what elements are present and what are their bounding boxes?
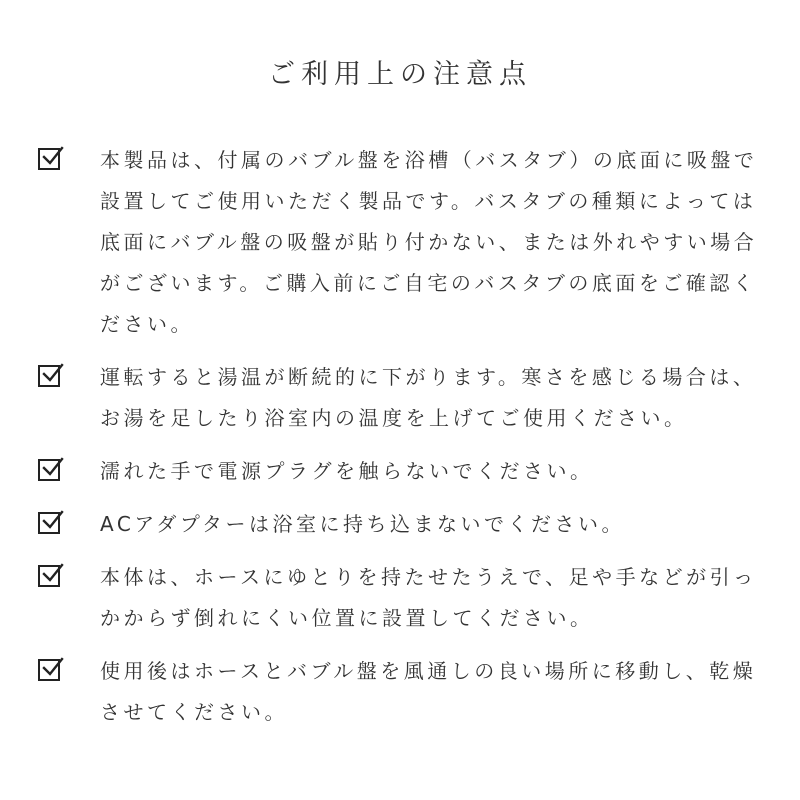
checkbox-checked-icon [38,459,60,481]
note-text: 運転すると湯温が断続的に下がります。寒さを感じる場合は、お湯を足したり浴室内の温度を上げてご使用ください。 [100,365,757,430]
list-item [36,651,776,733]
caution-list [36,140,776,745]
checkbox-checked-icon [38,659,60,681]
note-text: 本体は、ホースにゆとりを持たせたうえで、足や手などが引っかからず倒れにくい位置に設置してください。 [100,565,757,630]
list-item [36,140,776,345]
list-item [36,357,776,439]
note-text: ACアダプターは浴室に持ち込まないでください。 [100,512,625,536]
list-item [36,557,776,639]
note-text: 使用後はホースとバブル盤を風通しの良い場所に移動し、乾燥させてください。 [100,659,757,724]
list-item [36,451,776,492]
note-text: 本製品は、付属のバブル盤を浴槽（バスタブ）の底面に吸盤で設置してご使用いただく製品です。バスタブの種類によっては底面にバブル盤の吸盤が貼り付かない、または外れやすい場合がございます。ご購入前にご自宅のバスタブの底面をご確認ください。 [100,148,758,336]
page-title: ご利用上の注意点 [268,59,532,90]
checkbox-checked-icon [38,148,60,170]
checkbox-checked-icon [38,512,60,534]
checkbox-checked-icon [38,565,60,587]
note-text: 濡れた手で電源プラグを触らないでください。 [100,459,594,483]
list-item [36,504,776,545]
checkbox-checked-icon [38,365,60,387]
